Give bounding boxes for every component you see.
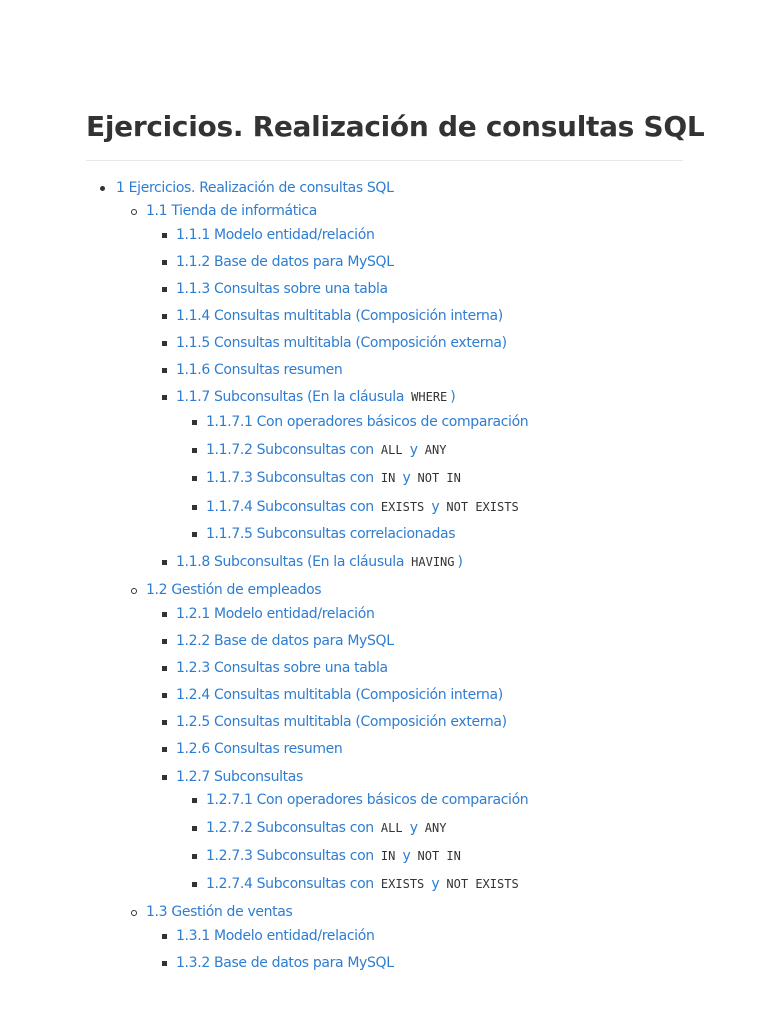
toc-link[interactable] [206, 499, 522, 515]
page-title: Ejercicios. Realización de consultas SQL [86, 110, 705, 143]
toc-link-text: 1.2.6 Consultas resumen [176, 741, 343, 757]
square-bullet-icon [192, 448, 197, 453]
square-bullet-icon [162, 666, 167, 671]
toc-item-level-3 [176, 225, 374, 245]
toc-link[interactable] [206, 470, 464, 486]
toc-item-level-4 [206, 846, 464, 866]
toc-item-level-3 [176, 360, 342, 380]
square-bullet-icon [162, 560, 167, 565]
toc-link-text: y [398, 470, 415, 486]
toc-link-text: 1.2.3 Consultas sobre una tabla [176, 660, 388, 676]
square-bullet-icon [162, 961, 167, 966]
toc-link-text: ) [457, 554, 463, 570]
toc-link[interactable] [176, 227, 374, 243]
square-bullet-icon [162, 314, 167, 319]
circle-bullet-icon [131, 910, 137, 916]
toc-link[interactable] [176, 362, 342, 378]
toc-item-level-4 [206, 440, 449, 460]
toc-link-text: 1.2.7.4 Subconsultas con [206, 876, 378, 892]
square-bullet-icon [162, 693, 167, 698]
toc-item-level-4 [206, 497, 522, 517]
square-bullet-icon [192, 420, 197, 425]
sql-keyword: NOT IN [417, 849, 461, 863]
toc-item-level-2 [146, 902, 292, 922]
square-bullet-icon [162, 260, 167, 265]
toc-item-level-2 [146, 201, 317, 221]
toc-item-level-3 [176, 604, 374, 624]
toc-link-text: y [427, 499, 444, 515]
toc-item-level-3 [176, 252, 394, 272]
square-bullet-icon [192, 882, 197, 887]
toc-link[interactable] [176, 281, 388, 297]
square-bullet-icon [162, 934, 167, 939]
toc-link-text: 1.2.2 Base de datos para MySQL [176, 633, 394, 649]
toc-link-text: 1.2.4 Consultas multitabla (Composición interna) [176, 687, 503, 703]
sql-keyword: NOT EXISTS [446, 500, 519, 514]
circle-bullet-icon [131, 588, 137, 594]
toc-item-level-3 [176, 387, 455, 407]
toc-link[interactable] [206, 820, 449, 836]
toc-link-text: 1.1.6 Consultas resumen [176, 362, 343, 378]
toc-link-text: 1.1.5 Consultas multitabla (Composición externa) [176, 335, 507, 351]
toc-link-text: 1.1.8 Subconsultas (En la cláusula [176, 554, 409, 570]
sql-keyword: ALL [380, 443, 403, 457]
toc-item-level-3 [176, 306, 503, 326]
sql-keyword: ANY [424, 821, 447, 835]
toc-item-level-4 [206, 524, 455, 544]
toc-item-level-4 [206, 412, 528, 432]
toc-link[interactable] [176, 687, 503, 703]
toc-link-text: 1.2.5 Consultas multitabla (Composición externa) [176, 714, 507, 730]
square-bullet-icon [162, 612, 167, 617]
square-bullet-icon [192, 798, 197, 803]
toc-item-level-3 [176, 552, 463, 572]
toc-item-level-1 [116, 178, 394, 198]
square-bullet-icon [192, 476, 197, 481]
sql-keyword: WHERE [411, 390, 448, 404]
square-bullet-icon [162, 775, 167, 780]
sql-keyword: NOT IN [417, 471, 461, 485]
toc-link[interactable] [146, 904, 292, 920]
square-bullet-icon [162, 368, 167, 373]
toc-link-text: 1.1.7.1 Con operadores básicos de comparación [206, 414, 529, 430]
toc-link-text: 1.3.2 Base de datos para MySQL [176, 955, 394, 971]
square-bullet-icon [192, 854, 197, 859]
toc-item-level-3 [176, 333, 507, 353]
toc-item-level-4 [206, 790, 528, 810]
toc-item-level-3 [176, 739, 342, 759]
toc-link-text: 1.2.1 Modelo entidad/relación [176, 606, 375, 622]
toc-link-text: y [427, 876, 444, 892]
sql-keyword: HAVING [411, 555, 455, 569]
toc-link-text: 1.1.2 Base de datos para MySQL [176, 254, 394, 270]
toc-link[interactable] [176, 389, 455, 405]
toc-link-text: 1.1.7.3 Subconsultas con [206, 470, 378, 486]
toc-link[interactable] [206, 792, 528, 808]
toc-link[interactable] [146, 203, 317, 219]
square-bullet-icon [192, 532, 197, 537]
toc-link-text: y [405, 820, 422, 836]
toc-link-text: 1.2.7 Subconsultas [176, 769, 303, 785]
toc-link[interactable] [206, 876, 522, 892]
toc-link-text: 1.1.1 Modelo entidad/relación [176, 227, 375, 243]
toc-link-text: 1.1 Tienda de informática [146, 203, 317, 219]
toc-link[interactable] [206, 848, 464, 864]
toc-link[interactable] [206, 414, 528, 430]
toc-item-level-4 [206, 874, 522, 894]
toc-item-level-3 [176, 953, 394, 973]
toc-link-text: 1.1.7.5 Subconsultas correlacionadas [206, 526, 456, 542]
toc-item-level-3 [176, 658, 388, 678]
toc-link[interactable] [176, 714, 507, 730]
toc-item-level-3 [176, 712, 507, 732]
toc-link-text: y [398, 848, 415, 864]
square-bullet-icon [162, 720, 167, 725]
toc-item-level-3 [176, 631, 394, 651]
toc-item-level-4 [206, 818, 449, 838]
toc-link[interactable] [206, 526, 455, 542]
toc-link-text: 1.2.7.1 Con operadores básicos de comparación [206, 792, 529, 808]
toc-link-text: 1.1.3 Consultas sobre una tabla [176, 281, 388, 297]
toc-item-level-3 [176, 685, 503, 705]
sql-keyword: ALL [380, 821, 403, 835]
disc-bullet-icon [100, 186, 105, 191]
toc-item-level-2 [146, 580, 321, 600]
toc-link-text: 1.2.7.3 Subconsultas con [206, 848, 378, 864]
toc-link[interactable] [116, 180, 394, 196]
sql-keyword: ANY [424, 443, 447, 457]
toc-link[interactable] [176, 554, 463, 570]
square-bullet-icon [162, 747, 167, 752]
toc-link-text: ) [450, 389, 456, 405]
toc-link[interactable] [176, 769, 303, 785]
toc-link[interactable] [206, 442, 449, 458]
toc-link-text: 1.1.7.4 Subconsultas con [206, 499, 378, 515]
toc-link-text: 1 Ejercicios. Realización de consultas SQL [116, 180, 394, 196]
square-bullet-icon [162, 639, 167, 644]
sql-keyword: EXISTS [380, 500, 425, 514]
toc-link[interactable] [176, 955, 394, 971]
square-bullet-icon [192, 826, 197, 831]
toc-link[interactable] [176, 660, 388, 676]
toc-link[interactable] [176, 606, 374, 622]
toc-link-text: 1.2 Gestión de empleados [146, 582, 322, 598]
toc-link-text: 1.3 Gestión de ventas [146, 904, 293, 920]
toc-link-text: 1.1.7 Subconsultas (En la cláusula [176, 389, 409, 405]
toc-link[interactable] [176, 335, 507, 351]
toc-link-text: 1.1.4 Consultas multitabla (Composición interna) [176, 308, 503, 324]
toc-link-text: 1.3.1 Modelo entidad/relación [176, 928, 375, 944]
square-bullet-icon [162, 233, 167, 238]
toc-item-level-3 [176, 926, 374, 946]
sql-keyword: IN [380, 849, 396, 863]
square-bullet-icon [162, 287, 167, 292]
circle-bullet-icon [131, 209, 137, 215]
square-bullet-icon [192, 505, 197, 510]
sql-keyword: EXISTS [380, 877, 425, 891]
toc-link-text: 1.2.7.2 Subconsultas con [206, 820, 378, 836]
sql-keyword: IN [380, 471, 396, 485]
toc-link[interactable] [146, 582, 321, 598]
toc-link[interactable] [176, 928, 374, 944]
toc-item-level-3 [176, 279, 388, 299]
square-bullet-icon [162, 395, 167, 400]
toc-link[interactable] [176, 741, 342, 757]
sql-keyword: NOT EXISTS [446, 877, 519, 891]
square-bullet-icon [162, 341, 167, 346]
toc-link-text: 1.1.7.2 Subconsultas con [206, 442, 378, 458]
toc-link[interactable] [176, 308, 503, 324]
toc-link[interactable] [176, 633, 394, 649]
toc-item-level-4 [206, 468, 464, 488]
title-divider [86, 160, 683, 161]
toc-item-level-3 [176, 767, 303, 787]
toc-link-text: y [405, 442, 422, 458]
toc-link[interactable] [176, 254, 394, 270]
